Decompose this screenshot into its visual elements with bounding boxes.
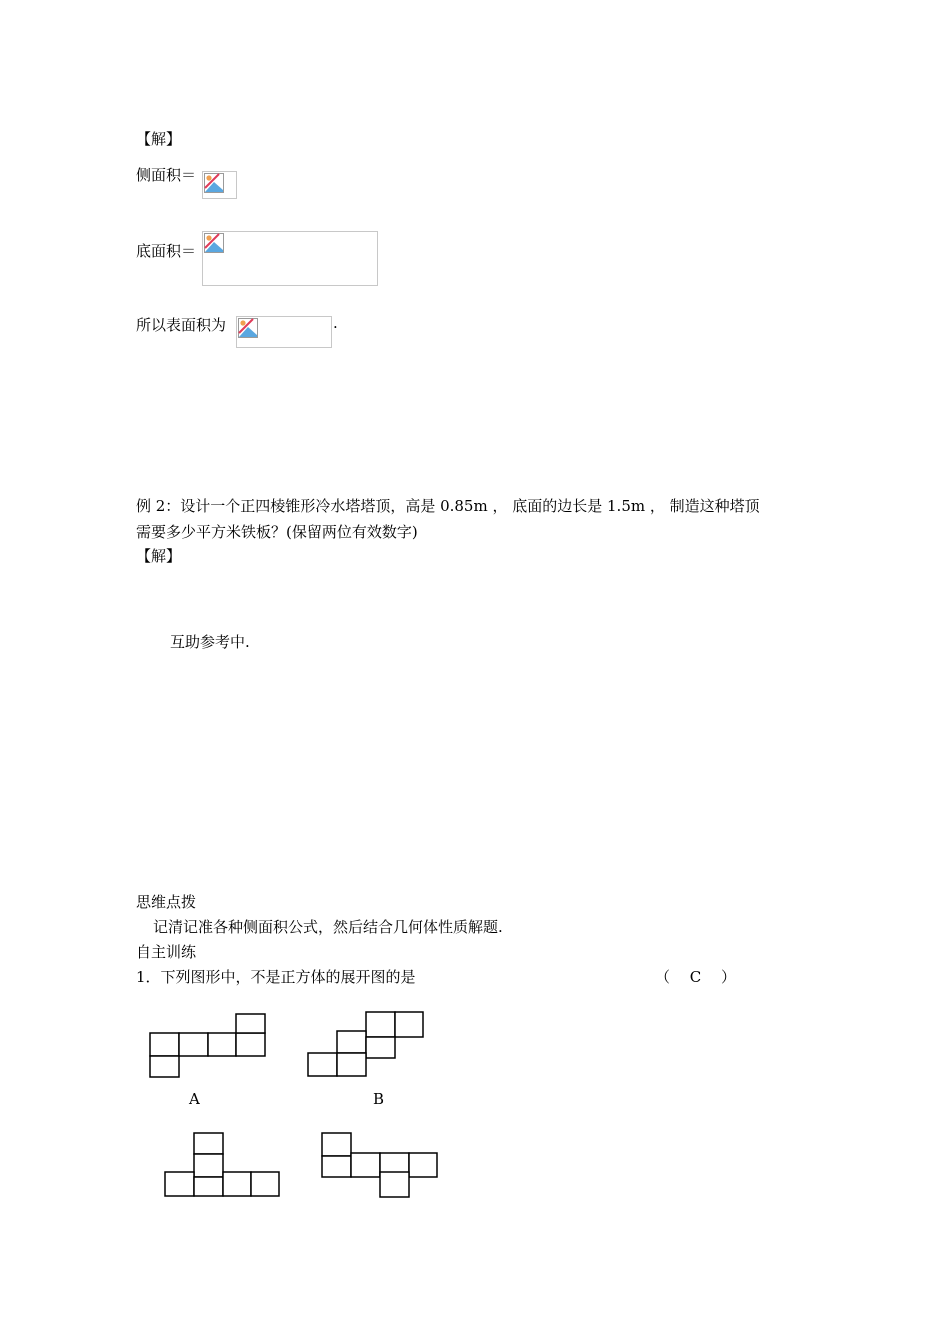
option-b-label: B <box>373 1090 385 1108</box>
thinking-tips-text: 记清记准各种侧面积公式，然后结合几何体性质解题. <box>153 918 503 936</box>
example2-solution-heading: 【解】 <box>136 547 182 565</box>
net-d-square <box>380 1172 409 1197</box>
net-d-square <box>322 1133 351 1156</box>
net-d-square <box>322 1156 351 1177</box>
example2-line1: 例 2：设计一个正四棱锥形冷水塔塔顶，高是 0.85m ， 底面的边长是 1.5m ， 制造这种塔顶 <box>136 497 760 515</box>
example2-line2: 需要多少平方米铁板？(保留两位有效数字) <box>136 523 418 541</box>
base-area-label: 底面积＝ <box>136 242 197 260</box>
surface-area-label: 所以表面积为 <box>136 316 227 334</box>
net-d-square <box>409 1153 437 1177</box>
lateral-area-label: 侧面积＝ <box>136 166 197 184</box>
question1-answer: （ C ） <box>655 968 737 986</box>
thinking-tips-heading: 思维点拨 <box>136 893 197 911</box>
net-d-square <box>351 1153 380 1177</box>
solution-heading: 【解】 <box>136 130 182 148</box>
surface-area-period: . <box>333 314 338 332</box>
reference-note: 互助参考中. <box>170 633 250 651</box>
option-a-label: A <box>189 1090 200 1108</box>
question1-text: 1．下列图形中，不是正方体的展开图的是 <box>136 968 416 986</box>
self-training-heading: 自主训练 <box>136 943 197 961</box>
